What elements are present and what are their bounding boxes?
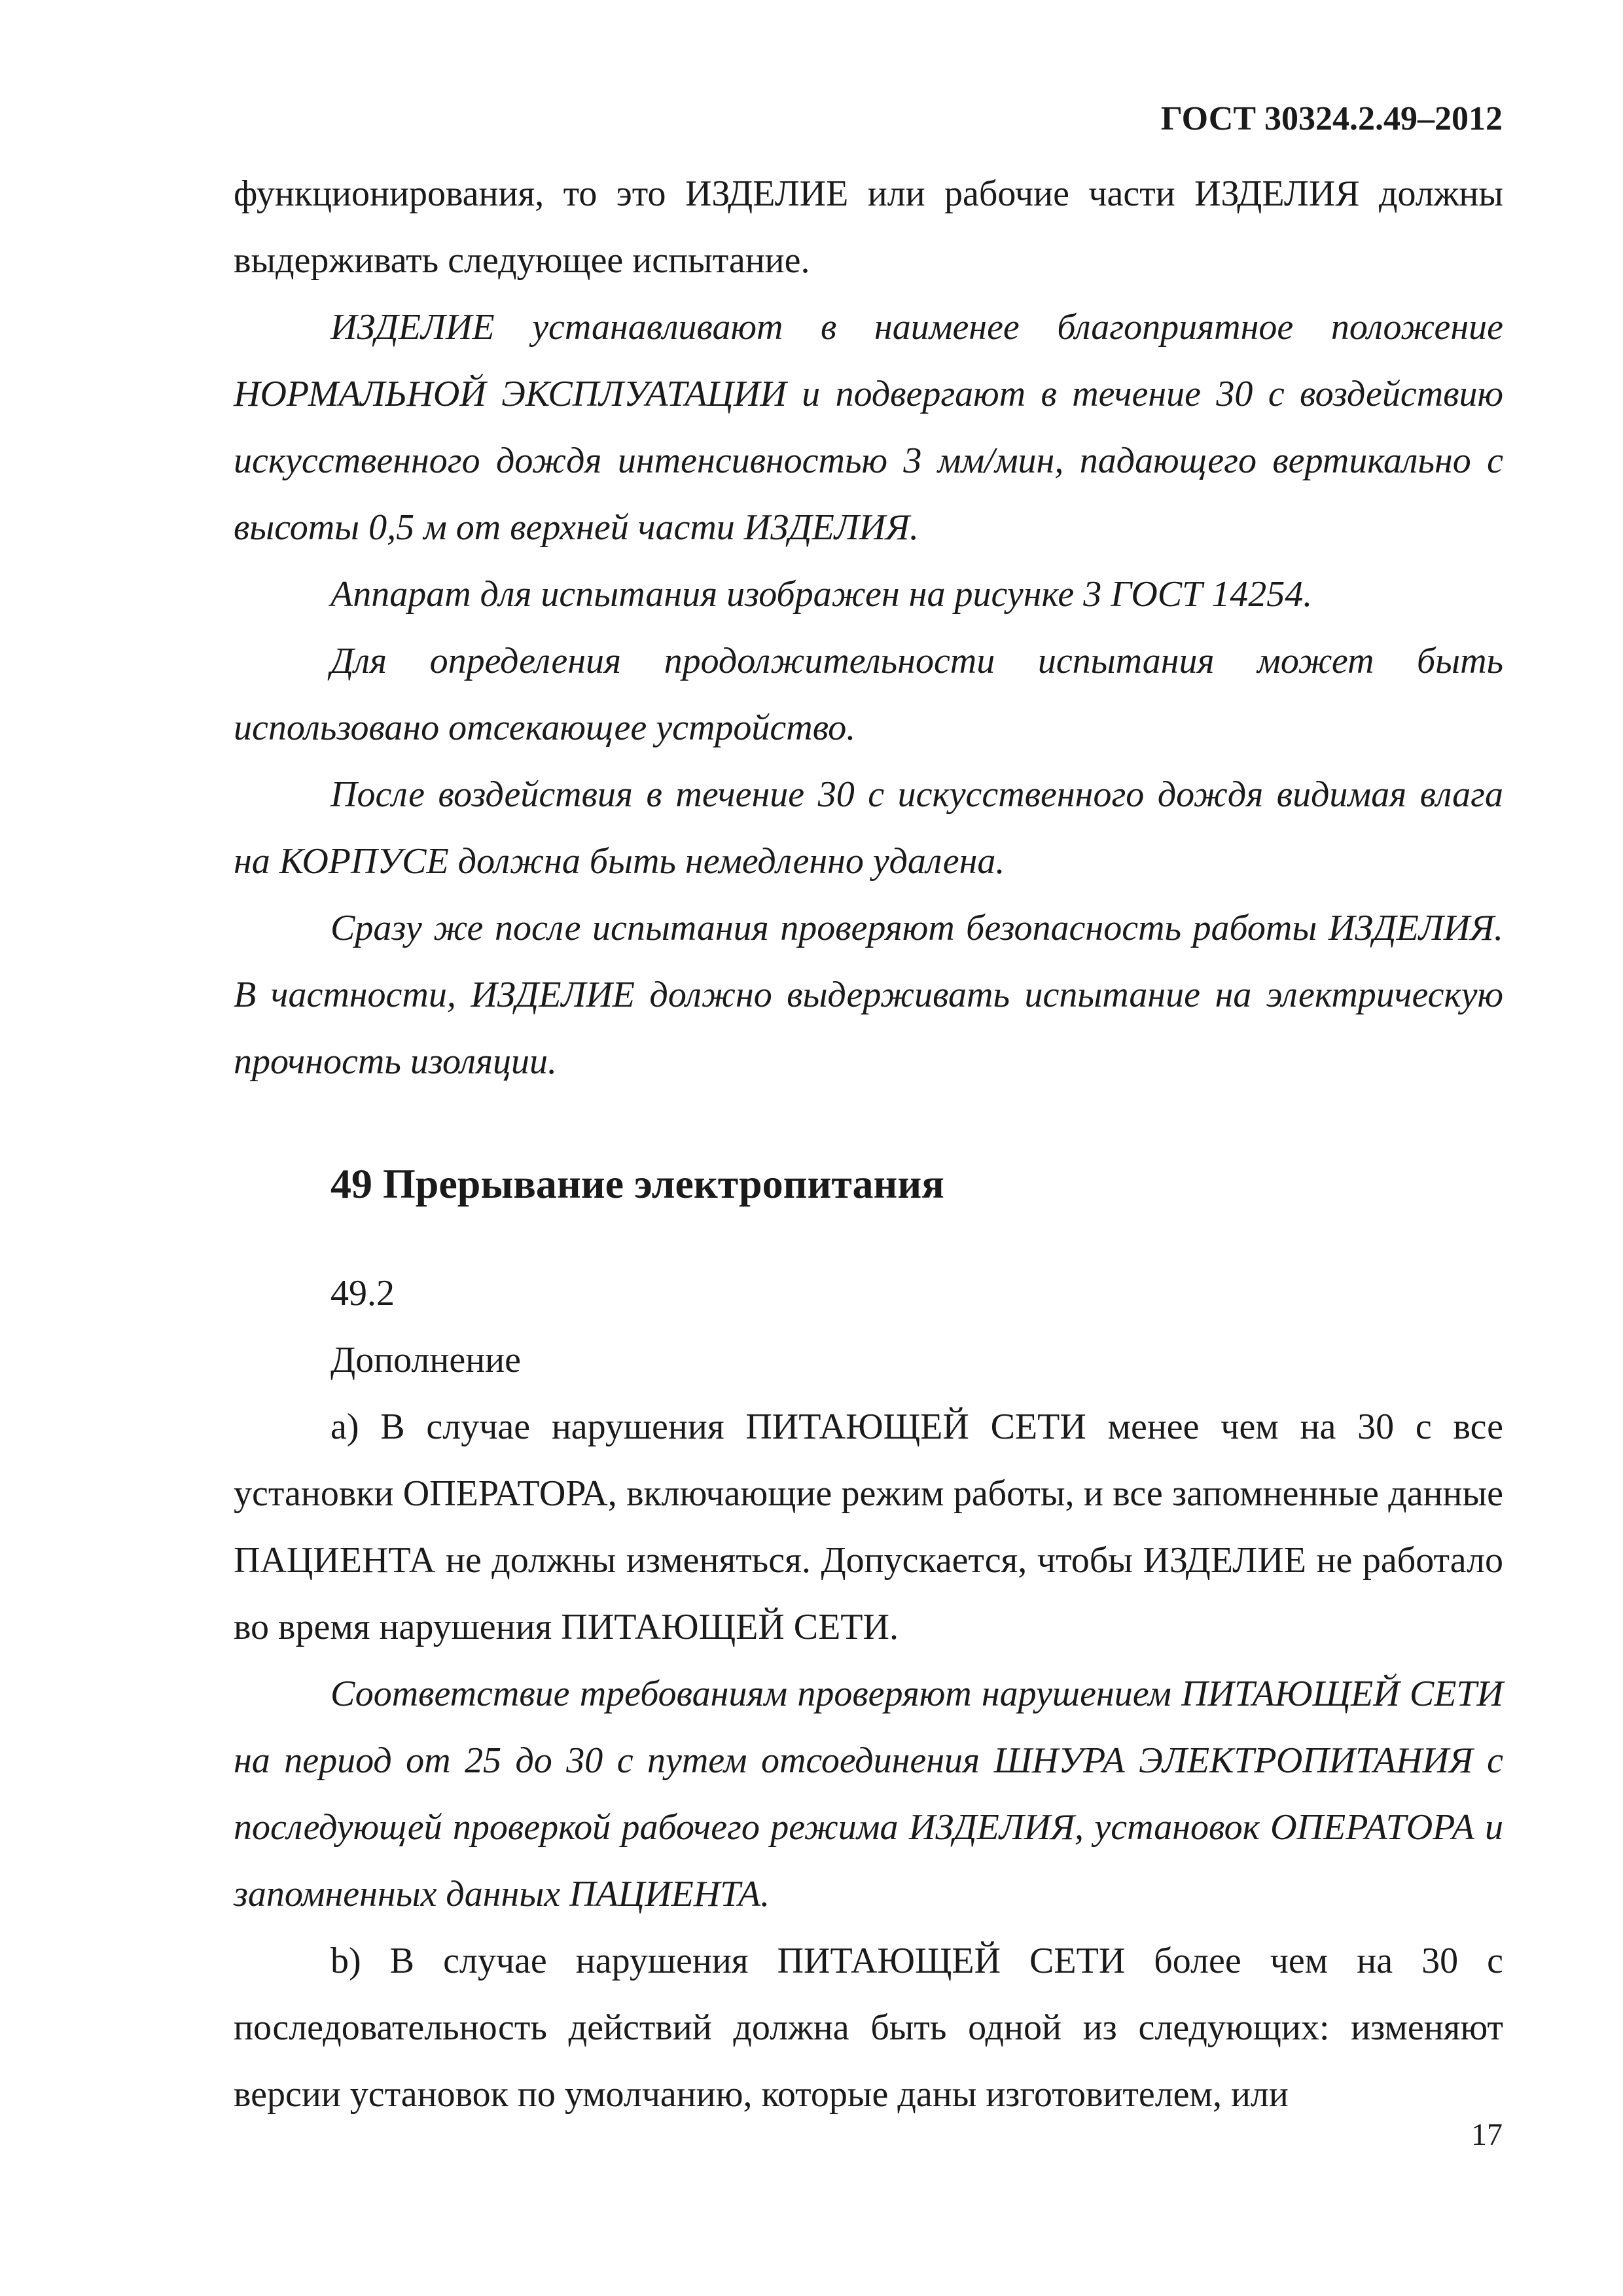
page-number: 17 [1471, 2117, 1503, 2152]
addition-label: Дополнение [330, 1340, 521, 1380]
subclause-number: 49.2 [330, 1273, 395, 1314]
paragraph-safety-check: Сразу же после испытания проверяют безопасность работы ИЗДЕЛИЯ. В частности, ИЗДЕЛИЕ должно выдерживать испытание на электрическую прочность изоляции. [234, 908, 1503, 1082]
paragraph-item-b: b) В случае нарушения ПИТАЮЩЕЙ СЕТИ более чем на 30 с последовательность действий должна быть одной из следующих: изменяют версии установок по умолчанию, которые даны изготовителем, или [234, 1941, 1503, 2115]
paragraph-moisture-removal: После воздействия в течение 30 с искусственного дождя видимая влага на КОРПУСЕ должна быть немедленно удалена. [234, 774, 1503, 882]
page-content [234, 160, 1503, 2128]
paragraph-item-a: a) В случае нарушения ПИТАЮЩЕЙ СЕТИ менее чем на 30 с все установки ОПЕРАТОРА, включающие режим работы, и все запомненные данные ПАЦИЕНТА не должны изменяться. Допускается, чтобы ИЗДЕЛИЕ не работало во время нарушения ПИТАЮЩЕЙ СЕТИ. [234, 1407, 1503, 1647]
document-id-header: ГОСТ 30324.2.49–2012 [1160, 100, 1503, 137]
paragraph-continuation: функционирования, то это ИЗДЕЛИЕ или рабочие части ИЗДЕЛИЯ должны выдерживать следующее испытание. [234, 173, 1503, 281]
paragraph-rain-test: ИЗДЕЛИЕ устанавливают в наименее благоприятное положение НОРМАЛЬНОЙ ЭКСПЛУАТАЦИИ и подвергают в течение 30 с воздействию искусственного дождя интенсивностью 3 мм/мин, падающего вертикально с высоты 0,5 м от верхней части ИЗДЕЛИЯ. [234, 307, 1503, 548]
paragraph-compliance-check: Соответствие требованиям проверяют нарушением ПИТАЮЩЕЙ СЕТИ на период от 25 до 30 с путем отсоединения ШНУРА ЭЛЕКТРОПИТАНИЯ с последующей проверкой рабочего режима ИЗДЕЛИЯ, установок ОПЕРАТОРА и запомненных данных ПАЦИЕНТА. [234, 1674, 1503, 1914]
paragraph-apparatus: Аппарат для испытания изображен на рисунке 3 ГОСТ 14254. [330, 574, 1313, 615]
section-heading: 49 Прерывание электропитания [330, 1160, 944, 1207]
paragraph-cutoff-device: Для определения продолжительности испытания может быть использовано отсекающее устройство. [234, 641, 1503, 748]
